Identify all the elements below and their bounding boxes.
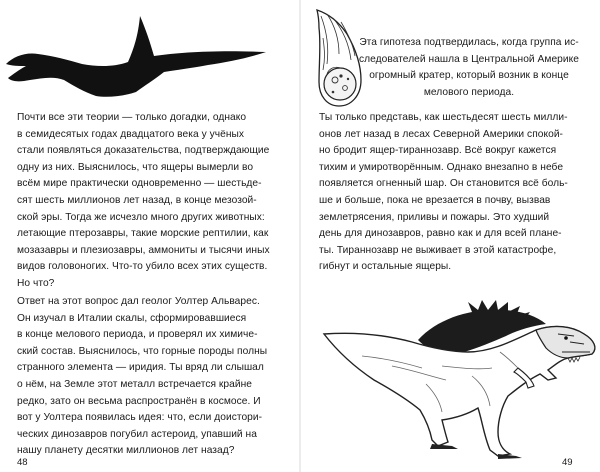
pterosaur-silhouette-icon <box>4 12 266 104</box>
right-page <box>300 0 600 472</box>
page-number: 49 <box>562 457 573 468</box>
body-paragraph: Ты только представь, как шестьдесят шесть милли- онов лет назад в лесах Северной Америки спокой- но бродит ящер-тираннозавр. Всё вокруг кажется тихим и умиротворённым. Однако внезапно в небе появляется огненный шар. Он становится всё боль- ше и больше, пока не врезается в почву, вызвав землетрясения, приливы и пожары. Это худший день для динозавров, равно как и для всей плане- ты. Тираннозавр не выживает в этой катастрофе, гибнут и остальные ящеры. <box>319 112 568 273</box>
body-paragraph: Почти все эти теории — только догадки, однако в семидесятых годах двадцатого века у учёных стали появляться доказательства, подтверждающие одну из них. Выяснилось, что ящеры вымерли во всём мире практически одновременно — шестьде- сят шесть миллионов лет назад, в конце мезозой- ской эры. Тогда же исчезло много других животных: летающие птерозавры, такие морские рептилии, как мозазавры и плезиозавры, аммониты и тысячи иных видов головоногих. Что-то убило всех этих существ. Но что? <box>17 112 270 289</box>
tyrannosaurus-icon <box>322 296 599 460</box>
page-number: 48 <box>17 457 28 468</box>
body-paragraph: Ответ на этот вопрос дал геолог Уолтер Альварес. Он изучал в Италии скалы, сформировавшиеся в конце мелового периода, и проверял их химиче- ский состав. Выяснилось, что горные породы полны странного элемента — иридия. Ты вряд ли слышал о нём, на Земле этот металл встречается крайне редко, зато он весьма распространён в космосе. И вот у Уолтера появилась идея: что, если доистори- ческих динозавров погубил астероид, упавший на нашу планету десятки миллионов лет назад? <box>17 296 268 457</box>
intro-paragraph: Эта гипотеза подтвердилась, когда группа ис- следователей нашла в Центральной Америке огромный кратер, который возник в конце мелового периода. <box>359 37 579 98</box>
